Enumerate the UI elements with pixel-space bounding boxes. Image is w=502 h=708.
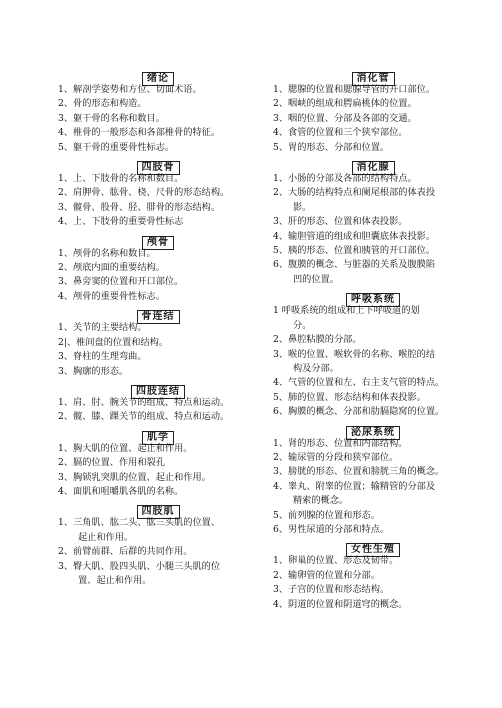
section-heading-wrap [58, 499, 258, 518]
list-item-continuation: 置、起止和作用。 [78, 574, 152, 586]
section-heading-wrap [58, 66, 258, 82]
item-list [58, 396, 258, 425]
list-item: 4、颅骨的重要骨性标志。 [58, 290, 165, 302]
list-item: 4、食管的位置和三个狭窄部位。 [273, 127, 408, 139]
list-item: 2、髋、膝、踝关节的组成、特点和运动。 [58, 411, 230, 423]
section [273, 537, 473, 612]
section-heading-wrap [58, 425, 258, 441]
left-column [58, 66, 258, 588]
list-item: 4、面肌和咀嚼肌各肌的名称。 [58, 485, 184, 497]
list-item: 2、输卵管的位置和分部。 [273, 569, 380, 581]
list-item: 2、膈的位置、作用和裂孔 [58, 457, 165, 469]
item-list [58, 442, 258, 500]
right-column [273, 66, 473, 612]
item-list [58, 172, 258, 230]
list-item: 4、输胆管道的组成和胆囊底体表投影。 [273, 230, 436, 242]
section [58, 155, 258, 230]
list-item: 5、胃的形态、分部和位置。 [273, 141, 390, 153]
list-item: 1、小肠的分部及各部的结构特点。 [273, 173, 417, 185]
section [273, 287, 473, 419]
list-item: 4、椎骨的一般形态和各部椎骨的特征。 [58, 127, 221, 139]
list-item: 5、肺的位置、形态结构和体表投影。 [273, 391, 426, 403]
section-heading-wrap [273, 420, 473, 436]
item-list [58, 83, 258, 155]
list-item: 2|、椎间盘的位置和结构。 [58, 336, 169, 348]
list-item [273, 258, 473, 287]
section [273, 155, 473, 287]
list-item: 3、脊柱的生理弯曲。 [58, 351, 147, 363]
list-item: 2、输尿管的分段和狭窄部位。 [273, 451, 399, 463]
list-item-text: 6、腹膜的概念、与脏器的关系及腹膜陷 [273, 259, 436, 271]
list-item-continuation: 影。 [293, 201, 312, 213]
section-heading: 消化管 [352, 72, 395, 86]
list-item-text: 2、大肠的结构特点和阑尾根部的体表投 [273, 187, 436, 199]
list-item: 6、男性尿道的分部和特点。 [273, 523, 390, 535]
list-item: 3、鼻旁窦的位置和开口部位。 [58, 276, 184, 288]
list-item-continuation: 起止和作用。 [78, 531, 134, 543]
list-item: 3、胸廓的形态。 [58, 365, 129, 377]
section-heading: 肌学 [142, 431, 174, 445]
section-heading-wrap [273, 287, 473, 306]
section [58, 230, 258, 305]
section-heading-wrap [58, 379, 258, 395]
list-item: 3、膀胱的形态、位置和膀胱三角的概念。 [273, 466, 445, 478]
list-item [58, 560, 258, 589]
section-heading: 绪论 [142, 72, 174, 86]
list-item: 1、解剖学姿势和方位、切面术语。 [58, 84, 202, 95]
list-item: 3、咽的位置、分部及各部的交通。 [273, 112, 417, 124]
list-item: 4、阴道的位置和阴道穹的概念。 [273, 598, 408, 610]
list-item: 4、上、下肢骨的重要骨性标志 [58, 216, 184, 228]
list-item: 1、颅骨的名称和数目。 [58, 247, 156, 259]
list-item: 1、卵巢的位置、形态及韧带。 [273, 555, 399, 567]
list-item-text: 1 呼吸系统的组成和上下呼吸道的划 [273, 305, 420, 317]
list-item: 1、关节的主要结构。 [58, 322, 147, 334]
item-list [273, 172, 473, 287]
section-heading: 四肢连结 [131, 385, 185, 399]
section-heading: 女性生殖 [346, 543, 400, 557]
section-heading-wrap [273, 155, 473, 174]
list-item: 2、骨的形态和构造。 [58, 98, 147, 110]
list-item: 2、鼻腔粘膜的分部。 [273, 334, 362, 346]
list-item: 2、前臂前群、后群的共同作用。 [58, 546, 193, 558]
section-heading: 颅骨 [142, 236, 174, 250]
list-item-text: 3、喉的位置、喉软骨的名称、喉腔的结 [273, 348, 436, 360]
list-item: 3、子宫的位置和形态结构。 [273, 584, 390, 596]
item-list [273, 304, 473, 419]
list-item: 5、躯干骨的重要骨性标志。 [58, 141, 175, 153]
section-heading: 四肢肌 [137, 505, 180, 519]
list-item: 3、胸锁乳突肌的位置、起止和作用。 [58, 471, 211, 483]
item-list [58, 321, 258, 379]
list-item: 6、胸膜的概念、分部和肋膈隐窝的位置。 [273, 406, 445, 418]
section [58, 425, 258, 500]
list-item: 1、上、下肢骨的名称和数目。 [58, 173, 184, 185]
section [273, 66, 473, 155]
item-list [273, 437, 473, 538]
list-item [273, 480, 473, 509]
list-item [273, 186, 473, 215]
list-item: 4、气管的位置和左、右主支气管的特点。 [273, 377, 445, 389]
section [58, 66, 258, 155]
item-list [58, 516, 258, 588]
section-heading: 四肢骨 [137, 161, 180, 175]
list-item [273, 304, 473, 333]
list-item-continuation: 凹的位置。 [293, 273, 339, 285]
list-item-continuation: 精索的概念。 [293, 495, 349, 507]
section [58, 304, 258, 379]
section-heading-wrap [273, 537, 473, 556]
list-item: 1、肾的形态、位置和内部结构。 [273, 437, 408, 449]
list-item: 3、肝的形态、位置和体表投影。 [273, 216, 408, 228]
section-heading: 呼吸系统 [346, 293, 400, 307]
section-heading-wrap [58, 304, 258, 323]
list-item: 1、胸大肌的位置、起止和作用。 [58, 442, 193, 454]
list-item-text: 3、臀大肌、股四头肌、小腿三头肌的位 [58, 560, 221, 572]
section-heading-wrap [58, 155, 258, 174]
list-item-text: 1、三角肌、肱二头、肱三头肌的位置、 [58, 517, 221, 529]
section [273, 420, 473, 538]
list-item: 3、髋骨、股骨、胫、腓骨的形态结构。 [58, 201, 221, 213]
section [58, 499, 258, 588]
section-heading: 骨连结 [137, 310, 180, 324]
list-item: 2、颅底内面的重要结构。 [58, 262, 165, 274]
list-item: 2、肩胛骨、肱骨、桡、尺骨的形态结构。 [58, 187, 230, 199]
list-item: 2、咽峡的组成和腭扁桃体的位置。 [273, 98, 417, 110]
list-item: 3、躯干骨的名称和数目。 [58, 112, 165, 124]
list-item: 5、前列腺的位置和形态。 [273, 509, 380, 521]
list-item [273, 348, 473, 377]
list-item-text: 4、睾丸、附睾的位置；输精管的分部及 [273, 480, 436, 492]
item-list [273, 83, 473, 155]
section-heading: 泌尿系统 [346, 426, 400, 440]
section-heading-wrap [58, 230, 258, 246]
section-heading-wrap [273, 66, 473, 82]
section-heading: 消化腺 [352, 161, 395, 175]
section [58, 379, 258, 425]
list-item: 1、腮腺的位置和腮腺导管的开口部位。 [273, 84, 436, 95]
item-list [273, 554, 473, 612]
list-item-continuation: 构及分部。 [293, 362, 339, 374]
list-item-continuation: 分。 [293, 319, 312, 331]
list-item: 1、肩、肘、腕关节的组成、特点和运动。 [58, 396, 230, 408]
item-list [58, 247, 258, 305]
list-item [58, 516, 258, 545]
list-item: 5、胰的形态、位置和胰管的开口部位。 [273, 245, 436, 257]
